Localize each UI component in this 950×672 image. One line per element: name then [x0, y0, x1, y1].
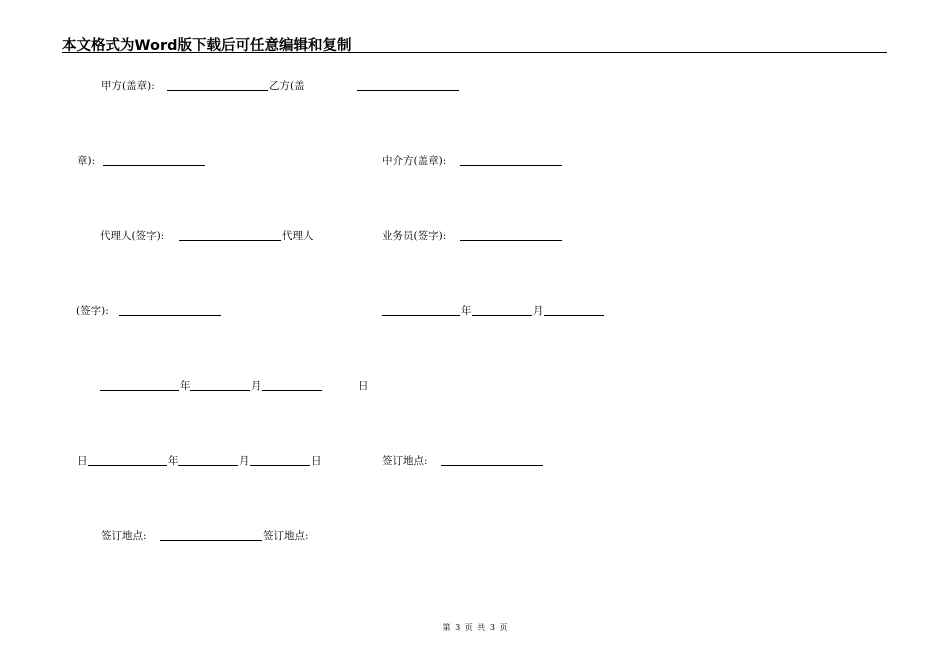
date-year-label: 年 — [180, 380, 191, 392]
agent-sign-blank — [179, 240, 281, 241]
date-day-label: 日 — [311, 455, 322, 467]
sign-place-label: 签订地点: — [101, 530, 147, 542]
footer-page-unit: 页 — [464, 623, 473, 632]
salesperson-blank — [460, 240, 562, 241]
footer-total-pages: 3 — [489, 623, 495, 632]
agent-sign-label: 代理人(签字): — [100, 230, 165, 242]
header-divider — [62, 52, 887, 53]
intermediary-blank — [460, 165, 562, 166]
date-month-blank — [178, 465, 238, 466]
footer-total-unit: 页 — [499, 623, 508, 632]
date-day-label: 日 — [358, 380, 369, 392]
date-month-label: 月 — [251, 380, 262, 392]
date-month-label: 月 — [239, 455, 250, 467]
date-day-blank — [544, 315, 604, 316]
sign-place-blank — [441, 465, 543, 466]
footer-total-prefix: 共 — [477, 623, 486, 632]
party-b-label-part1: 乙方(盖 — [269, 80, 305, 92]
header-title: 本文格式为Word版下载后可任意编辑和复制 — [62, 38, 352, 54]
party-b-blank — [357, 90, 459, 91]
date-year-blank — [100, 390, 179, 391]
date-year-label: 年 — [461, 305, 472, 317]
date-day-blank — [262, 390, 322, 391]
sign-place-label: 签订地点: — [263, 530, 309, 542]
sign-place-label: 签订地点: — [382, 455, 428, 467]
footer-current-page: 3 — [455, 623, 461, 632]
footer-prefix: 第 — [442, 623, 451, 632]
page-number-footer — [0, 622, 950, 633]
date-month-blank — [472, 315, 532, 316]
intermediary-label: 中介方(盖章): — [382, 155, 447, 167]
date-day-blank — [250, 465, 310, 466]
date-year-label: 年 — [168, 455, 179, 467]
date-month-label: 月 — [533, 305, 544, 317]
party-a-label: 甲方(盖章): — [101, 80, 155, 92]
date-month-blank — [190, 390, 250, 391]
date-year-blank — [88, 465, 167, 466]
party-b-label-part2: 章): — [77, 155, 96, 167]
agent-second-blank — [119, 315, 221, 316]
agent-label-part1: 代理人 — [282, 230, 314, 242]
agent-label-part2: (签字): — [76, 305, 109, 317]
salesperson-label: 业务员(签字): — [382, 230, 447, 242]
date-day-label: 日 — [77, 455, 88, 467]
party-b-seal-blank — [103, 165, 205, 166]
sign-place-blank — [160, 540, 262, 541]
date-year-blank — [382, 315, 460, 316]
party-a-blank — [167, 90, 268, 91]
